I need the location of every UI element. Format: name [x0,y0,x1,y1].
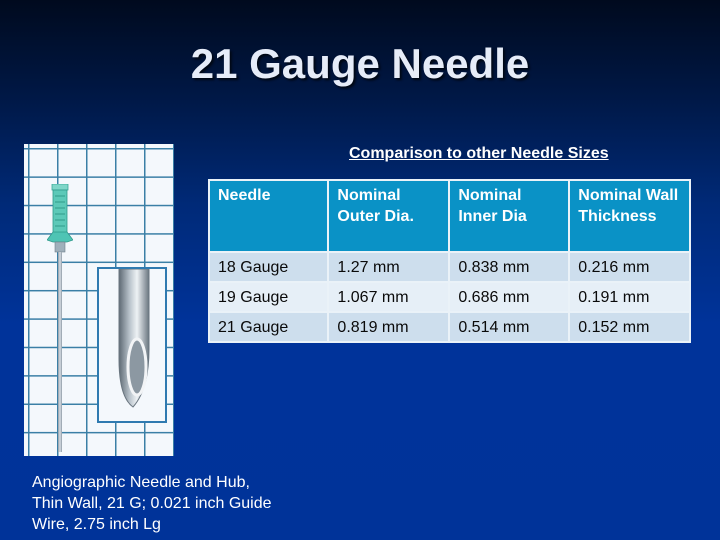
table-header-row [209,180,690,252]
cell-wall-thickness: 0.152 mm [569,312,690,342]
column-header-outer-dia: Nominal Outer Dia. [328,180,449,252]
cell-needle: 18 Gauge [209,252,328,282]
table-heading: Comparison to other Needle Sizes [349,145,609,162]
table-row [209,312,690,342]
needle-tip-inset [97,267,167,423]
needle-hub-icon [47,184,73,254]
needle-bevel-tip-icon [99,269,165,421]
cell-wall-thickness: 0.191 mm [569,282,690,312]
cell-wall-thickness: 0.216 mm [569,252,690,282]
cell-needle: 21 Gauge [209,312,328,342]
column-header-wall-thickness: Nominal Wall Thickness [569,180,690,252]
cell-outer-dia: 0.819 mm [328,312,449,342]
cell-inner-dia: 0.514 mm [449,312,569,342]
needle-comparison-table [208,179,691,343]
cell-inner-dia: 0.838 mm [449,252,569,282]
needle-shaft [58,252,62,452]
column-header-inner-dia: Nominal Inner Dia [449,180,569,252]
image-caption: Angiographic Needle and Hub, Thin Wall, 21 G; 0.021 inch Guide Wire, 2.75 inch Lg [32,474,272,533]
table-row [209,252,690,282]
slide-title: 21 Gauge Needle [190,40,530,87]
cell-needle: 19 Gauge [209,282,328,312]
cell-outer-dia: 1.27 mm [328,252,449,282]
column-header-needle: Needle [209,180,328,252]
cell-inner-dia: 0.686 mm [449,282,569,312]
table-row [209,282,690,312]
cell-outer-dia: 1.067 mm [328,282,449,312]
needle-image [24,144,174,456]
